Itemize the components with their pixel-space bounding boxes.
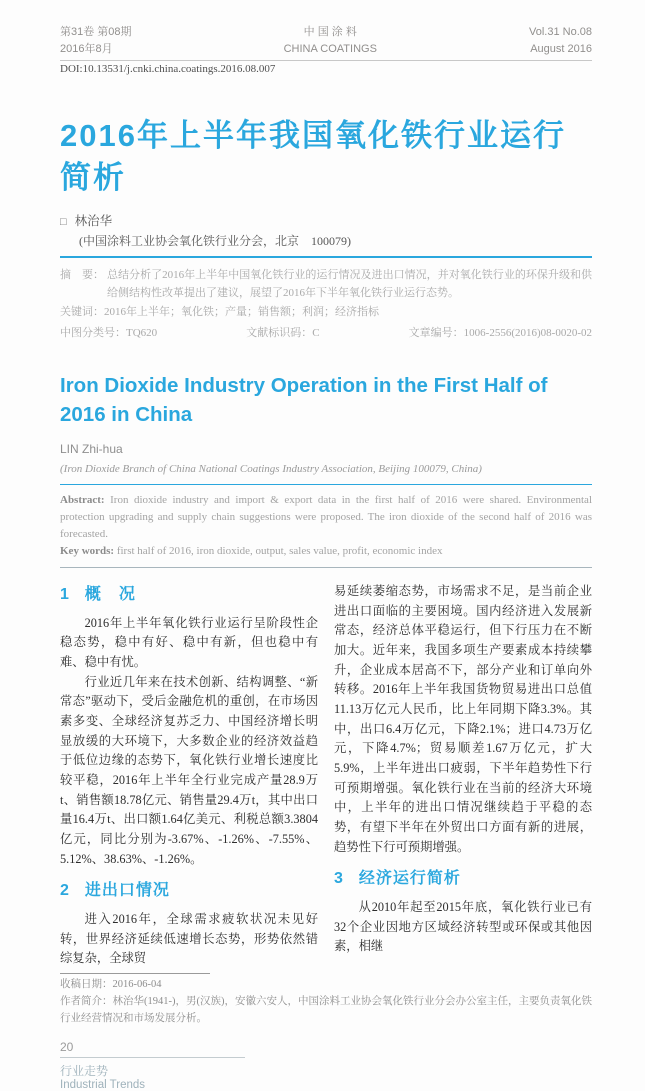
divider-cyan-top xyxy=(60,256,592,258)
section-1-paragraph-2: 行业近几年来在技术创新、结构调整、“新常态”驱动下，受后金融危机的重创，在市场因素多变、全球经济复苏乏力、中国经济增长明显放缓的大环境下，大多数企业的经济效益趋于低位边缘的态势下，氧化铁行业增长速度比较平稳，2016年上半年全行业完成产量28.9万t、销售额18.78亿元、销售量29.4万t，其中出口量16.4万t、出口额1.64亿美元、利税总额3.3804亿元，同比分别为-3.67%、-1.26%、-7.55%、5.12%、38.63%、-1.26%。 xyxy=(60,674,318,866)
section-1-number: 1 xyxy=(60,586,70,603)
article-title-en: Iron Dioxide Industry Operation in the First Half of 2016 in China xyxy=(60,374,548,427)
section-2-title: 进出口情况 xyxy=(84,882,170,900)
left-column xyxy=(60,582,318,969)
volume-issue-cn: 第31卷 第08期 xyxy=(60,26,132,38)
right-column xyxy=(334,582,592,969)
doi-line: DOI:10.13531/j.cnki.china.coatings.2016.08.007 xyxy=(60,63,276,75)
abstract-text-en: Iron dioxide industry and import & export data in the first half of 2016 were shared. Environmental protection upgrading and supply chain suggestions were proposed. The iron dioxide of the second half of 2016 was forecasted. xyxy=(60,493,592,540)
keywords-text-cn: 2016年上半年；氧化铁；产量；销售额；利润；经济指标 xyxy=(104,306,379,319)
column-name-cn: 行业走势 xyxy=(60,1064,109,1079)
section-3-paragraph-1: 从2010年起至2015年底，氧化铁行业已有32个企业因地方区域经济转型或环保或其他因素，相继 xyxy=(334,900,592,954)
journal-header xyxy=(60,24,592,61)
affiliation-en: (Iron Dioxide Branch of China National Coatings Industry Association, Beijing 100079, China) xyxy=(60,462,482,475)
volume-issue-en: Vol.31 No.08 xyxy=(529,26,592,38)
keywords-text-en: first half of 2016, iron dioxide, output, sales value, profit, economic index xyxy=(114,544,443,557)
meta-row xyxy=(60,324,592,343)
divider-thin xyxy=(60,567,592,568)
keywords-en-line xyxy=(60,543,592,560)
author-line xyxy=(60,211,592,229)
page-number: 20 xyxy=(60,1040,74,1055)
abstract-label-cn: 摘 要： xyxy=(60,268,104,281)
article-number: 文章编号：1006-2556(2016)08-0020-02 xyxy=(408,326,592,339)
article-title-cn: 2016年上半年我国氧化铁行业运行简析 xyxy=(60,118,566,195)
header-left xyxy=(60,24,132,57)
footnote-rule xyxy=(60,973,210,974)
author-name-cn: 林治华 xyxy=(74,213,113,228)
keywords-cn-line xyxy=(60,303,592,322)
section-3-title: 经济运行简析 xyxy=(358,870,461,888)
section-1-paragraph-1: 2016年上半年氧化铁行业运行呈阶段性企稳态势，稳中有好、稳中有新，但也稳中有难、稳中有忧。 xyxy=(60,615,318,669)
author-name-en: LIN Zhi-hua xyxy=(60,441,123,456)
clc-number: 中图分类号：TQ620 xyxy=(60,326,158,339)
abstract-text-cn: 总结分析了2016年上半年中国氧化铁行业的运行情况及进出口情况，并对氧化铁行业的环保升级和供给侧结构性改革提出了建议，展望了2016年下半年氧化铁行业运行态势。 xyxy=(107,268,592,300)
received-date: 收稿日期：2016-06-04 xyxy=(60,978,162,990)
section-2-paragraph-1: 进入2016年，全球需求疲软状况未见好转，世界经济延续低速增长态势，形势依然错综复杂，全球贸 xyxy=(60,911,318,966)
header-right xyxy=(529,24,592,57)
date-en: August 2016 xyxy=(530,42,592,55)
footer-rule xyxy=(60,1057,245,1058)
journal-name-en: CHINA COATINGS xyxy=(283,42,377,55)
column-name-en: Industrial Trends xyxy=(60,1079,146,1091)
abstract-en-block xyxy=(60,492,592,560)
abstract-en-line xyxy=(60,492,592,543)
author-bio: 作者简介：林治华(1941-)，男(汉族)，安徽六安人，中国涂料工业协会氧化铁行业分会办公室主任，主要负责氧化铁行业经营情况和市场发展分析。 xyxy=(60,995,592,1024)
body-columns xyxy=(60,582,592,969)
affiliation-cn: (中国涂料工业协会氧化铁行业分会，北京 100079) xyxy=(79,233,351,248)
section-2-number: 2 xyxy=(60,882,70,900)
abstract-label-en: Abstract: xyxy=(60,493,105,506)
abstract-cn xyxy=(60,266,592,303)
footnote-block xyxy=(60,973,592,1027)
keywords-label-en: Key words: xyxy=(60,544,115,557)
section-1-heading xyxy=(60,582,318,608)
author-marker-icon: □ xyxy=(60,215,67,228)
date-cn: 2016年8月 xyxy=(60,42,113,55)
section-1-title: 概 况 xyxy=(84,586,136,603)
header-center xyxy=(284,24,377,57)
journal-name-cn: 中 国 涂 料 xyxy=(303,26,357,38)
document-code: 文献标识码：C xyxy=(246,326,320,339)
section-3-number: 3 xyxy=(334,870,344,888)
divider-cyan-middle xyxy=(60,484,592,485)
abstract-cn-block xyxy=(60,266,592,343)
keywords-label-cn: 关键词： xyxy=(60,306,104,319)
section-2-paragraph-continued: 易延续萎缩态势，市场需求不足，是当前企业进出口面临的主要困境。国内经济进入发展新常态，经济总体平稳运行，但下行压力在不断加大。近年来，我国多项生产要素成本持续攀升，企业成本居高不下，部分产业和订单向外转移。2016年上半年我国货物贸易进出口总值11.13万亿元人民币，比上年同期下降3.3%。其中，出口6.4万亿元，下降2.1%；进口4.73万亿元，下降4.7%；贸易顺差1.67万亿元，扩大5.9%，上半年进出口疲弱，下半年趋势性下行可预期增强。氧化铁行业在当前的经济大环境中，上半年的进出口情况继续趋于平稳的态势，有望下半年在外贸出口方面有新的进展，趋势性下行可预期增强。 xyxy=(334,584,592,854)
section-2-heading xyxy=(60,878,318,904)
section-3-heading xyxy=(334,866,592,892)
